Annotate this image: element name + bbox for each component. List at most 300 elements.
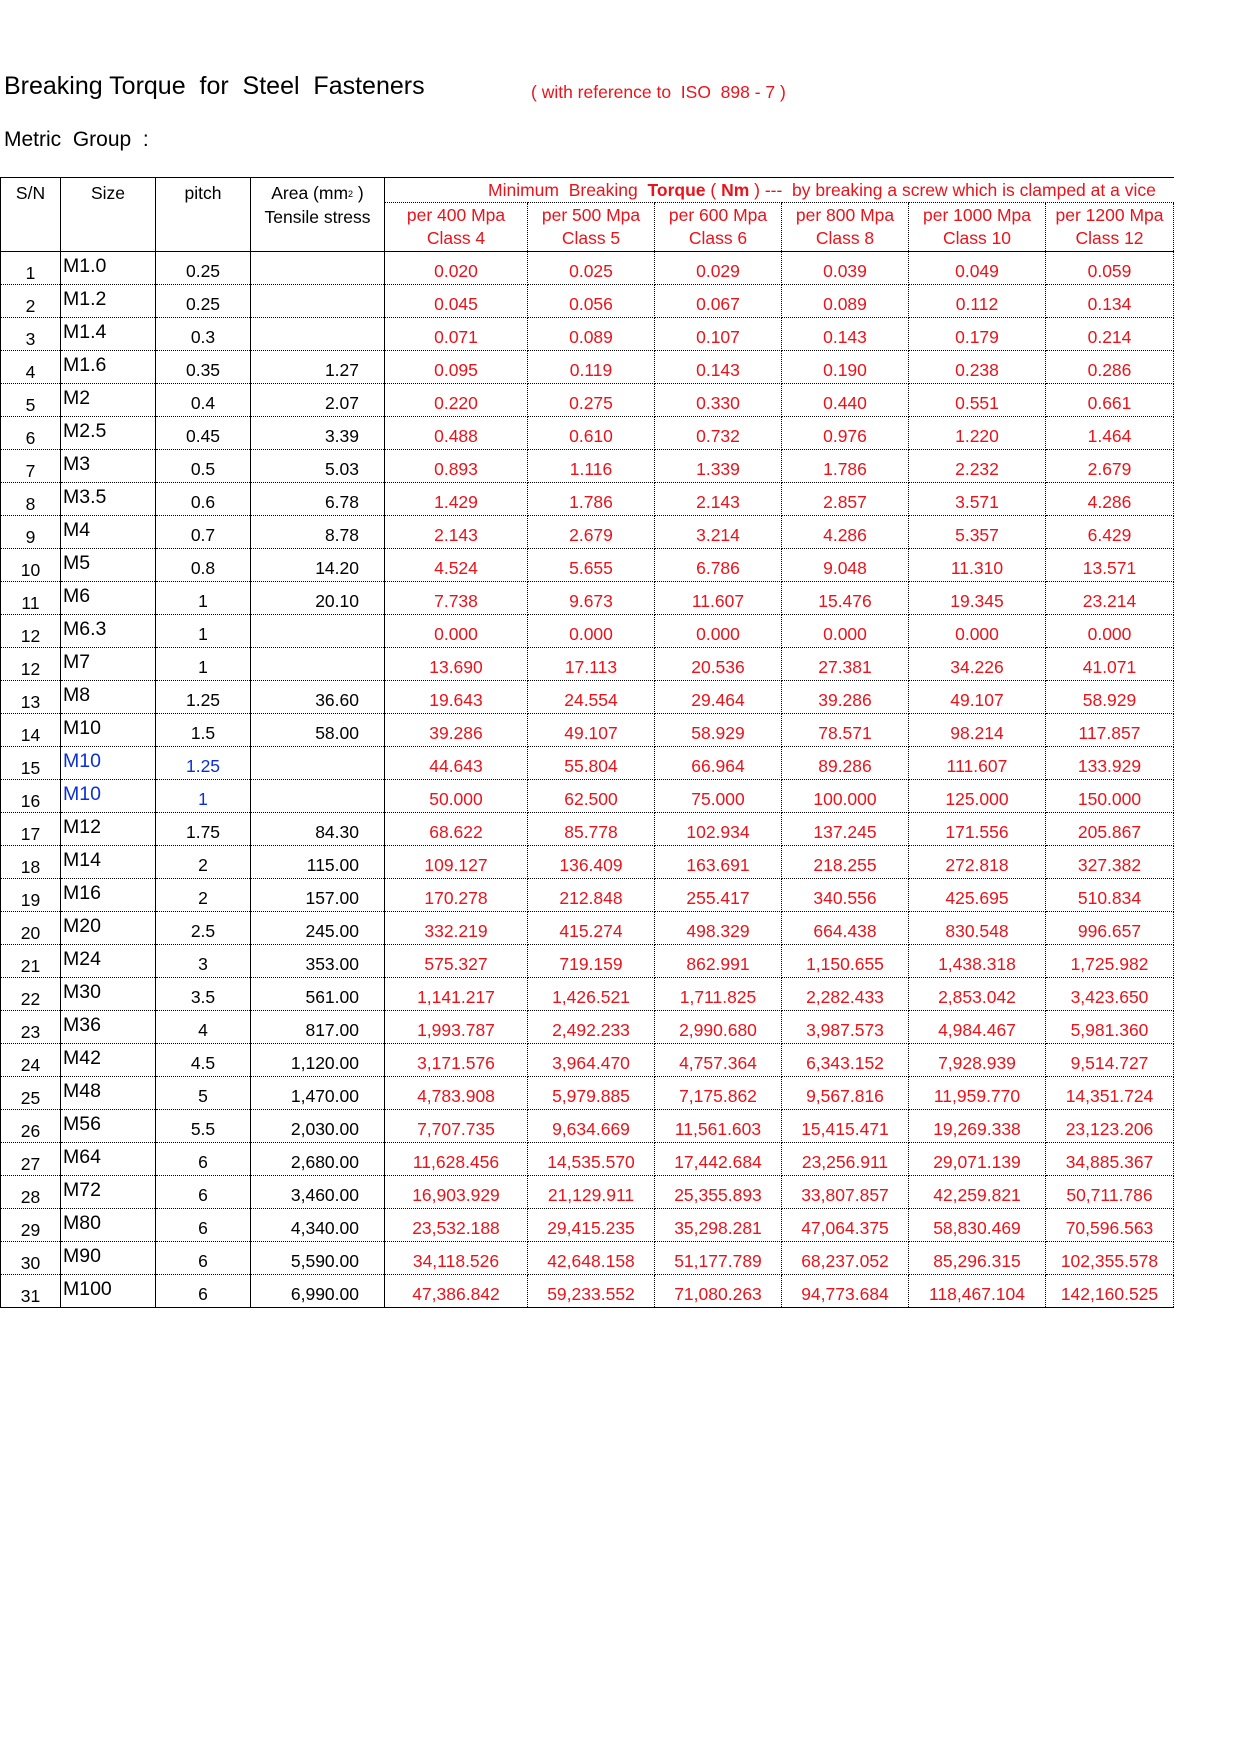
torque-cell: 4.286 [1046,483,1174,516]
sn-cell: 6 [1,417,61,450]
torque-cell: 1,426.521 [528,978,655,1011]
torque-cell: 0.112 [909,285,1046,318]
torque-cell: 1,438.318 [909,945,1046,978]
size-cell: M10 [61,714,156,747]
torque-cell: 830.548 [909,912,1046,945]
torque-cell: 0.071 [385,318,528,351]
area-cell: 4,340.00 [251,1209,385,1242]
pitch-cell: 3 [156,945,251,978]
torque-cell: 1.220 [909,417,1046,450]
torque-cell: 0.238 [909,351,1046,384]
sn-cell: 22 [1,978,61,1011]
torque-cell: 0.000 [385,615,528,648]
table-row [1,1275,1174,1308]
header-torque [385,178,1174,203]
area-cell: 6,990.00 [251,1275,385,1308]
area-cell: 115.00 [251,846,385,879]
torque-cell: 133.929 [1046,747,1174,780]
pitch-cell: 2.5 [156,912,251,945]
torque-cell: 0.000 [1046,615,1174,648]
torque-cell: 75.000 [655,780,782,813]
area-cell: 36.60 [251,681,385,714]
torque-cell: 1,141.217 [385,978,528,1011]
area-cell: 245.00 [251,912,385,945]
torque-cell: 9.048 [782,549,909,582]
torque-cell: 102,355.578 [1046,1242,1174,1275]
torque-cell: 0.286 [1046,351,1174,384]
header-class-name: Class 10 [942,228,1012,248]
torque-cell: 2.679 [528,516,655,549]
torque-cell: 85.778 [528,813,655,846]
torque-cell: 5.357 [909,516,1046,549]
torque-cell: 58.929 [655,714,782,747]
torque-cell: 996.657 [1046,912,1174,945]
torque-cell: 15,415.471 [782,1110,909,1143]
sn-cell: 10 [1,549,61,582]
pitch-cell: 0.7 [156,516,251,549]
torque-cell: 23,532.188 [385,1209,528,1242]
torque-cell: 55.804 [528,747,655,780]
area-cell: 5.03 [251,450,385,483]
size-cell: M48 [61,1077,156,1110]
header-area [251,178,385,252]
area-cell: 561.00 [251,978,385,1011]
torque-cell: 41.071 [1046,648,1174,681]
table-row [1,285,1174,318]
torque-cell: 35,298.281 [655,1209,782,1242]
torque-cell: 39.286 [385,714,528,747]
torque-cell: 14,351.724 [1046,1077,1174,1110]
torque-cell: 150.000 [1046,780,1174,813]
pitch-cell: 5.5 [156,1110,251,1143]
header-class-3 [782,203,909,252]
area-cell: 3.39 [251,417,385,450]
torque-cell: 89.286 [782,747,909,780]
torque-cell: 33,807.857 [782,1176,909,1209]
table-row [1,1176,1174,1209]
area-cell: 58.00 [251,714,385,747]
table-row [1,978,1174,1011]
size-cell: M1.2 [61,285,156,318]
torque-cell: 0.067 [655,285,782,318]
area-cell: 2.07 [251,384,385,417]
table-row [1,1143,1174,1176]
torque-cell: 34,885.367 [1046,1143,1174,1176]
area-cell [251,285,385,318]
size-cell: M7 [61,648,156,681]
torque-cell: 664.438 [782,912,909,945]
torque-cell: 21,129.911 [528,1176,655,1209]
torque-cell: 49.107 [528,714,655,747]
torque-cell: 23.214 [1046,582,1174,615]
torque-cell: 71,080.263 [655,1275,782,1308]
torque-cell: 332.219 [385,912,528,945]
torque-cell: 0.190 [782,351,909,384]
area-cell [251,780,385,813]
torque-cell: 62.500 [528,780,655,813]
torque-cell: 20.536 [655,648,782,681]
torque-cell: 4,984.467 [909,1011,1046,1044]
torque-cell: 7,175.862 [655,1077,782,1110]
pitch-cell: 1 [156,615,251,648]
torque-cell: 117.857 [1046,714,1174,747]
torque-cell: 125.000 [909,780,1046,813]
area-cell: 353.00 [251,945,385,978]
header-class-2 [655,203,782,252]
size-cell: M6 [61,582,156,615]
area-cell [251,615,385,648]
header-class-name: Class 6 [688,228,748,248]
torque-cell: 0.049 [909,252,1046,285]
area-cell: 1,120.00 [251,1044,385,1077]
torque-cell: 1.464 [1046,417,1174,450]
torque-cell: 44.643 [385,747,528,780]
iso-reference-note: ( with reference to ISO 898 - 7 ) [531,82,786,102]
torque-cell: 0.020 [385,252,528,285]
torque-cell: 2.857 [782,483,909,516]
header-torque-unit: Nm [721,179,750,200]
table-row [1,1077,1174,1110]
torque-cell: 171.556 [909,813,1046,846]
sn-cell: 9 [1,516,61,549]
pitch-cell: 0.35 [156,351,251,384]
torque-cell: 3,423.650 [1046,978,1174,1011]
torque-cell: 0.089 [528,318,655,351]
area-cell [251,648,385,681]
torque-cell: 11,628.456 [385,1143,528,1176]
table-row [1,417,1174,450]
size-cell: M8 [61,681,156,714]
torque-cell: 3,171.576 [385,1044,528,1077]
header-class-name: Class 8 [815,228,875,248]
torque-cell: 218.255 [782,846,909,879]
torque-cell: 7,928.939 [909,1044,1046,1077]
sn-cell: 18 [1,846,61,879]
torque-cell: 66.964 [655,747,782,780]
size-cell: M10 [61,780,156,813]
torque-cell: 0.488 [385,417,528,450]
size-cell: M72 [61,1176,156,1209]
torque-cell: 510.834 [1046,879,1174,912]
pitch-cell: 0.5 [156,450,251,483]
table-row [1,516,1174,549]
pitch-cell: 1.75 [156,813,251,846]
table-row [1,252,1174,285]
torque-cell: 0.976 [782,417,909,450]
size-cell: M12 [61,813,156,846]
torque-cell: 0.089 [782,285,909,318]
torque-cell: 7,707.735 [385,1110,528,1143]
torque-cell: 205.867 [1046,813,1174,846]
table-row [1,318,1174,351]
table-row [1,780,1174,813]
torque-cell: 47,064.375 [782,1209,909,1242]
sn-cell: 4 [1,351,61,384]
pitch-cell: 0.4 [156,384,251,417]
torque-cell: 100.000 [782,780,909,813]
sn-cell: 31 [1,1275,61,1308]
header-class-name: Class 5 [561,228,621,248]
header-size: Size [61,178,156,252]
table-row [1,879,1174,912]
pitch-cell: 0.8 [156,549,251,582]
area-cell: 6.78 [251,483,385,516]
torque-cell: 340.556 [782,879,909,912]
torque-cell: 4,757.364 [655,1044,782,1077]
torque-cell: 0.330 [655,384,782,417]
torque-cell: 415.274 [528,912,655,945]
table-row [1,945,1174,978]
torque-cell: 23,123.206 [1046,1110,1174,1143]
size-cell: M36 [61,1011,156,1044]
size-cell: M56 [61,1110,156,1143]
sn-cell: 20 [1,912,61,945]
area-cell: 8.78 [251,516,385,549]
torque-cell: 102.934 [655,813,782,846]
table-row [1,351,1174,384]
table-row [1,450,1174,483]
torque-cell: 49.107 [909,681,1046,714]
torque-cell: 2.232 [909,450,1046,483]
sn-cell: 23 [1,1011,61,1044]
pitch-cell: 1 [156,780,251,813]
pitch-cell: 2 [156,879,251,912]
table-row [1,912,1174,945]
torque-cell: 5.655 [528,549,655,582]
area-cell: 1,470.00 [251,1077,385,1110]
torque-cell: 29,415.235 [528,1209,655,1242]
torque-cell: 2,990.680 [655,1011,782,1044]
torque-cell: 58.929 [1046,681,1174,714]
torque-cell: 3,987.573 [782,1011,909,1044]
sn-cell: 24 [1,1044,61,1077]
torque-cell: 13.571 [1046,549,1174,582]
area-cell [251,318,385,351]
torque-cell: 17,442.684 [655,1143,782,1176]
torque-cell: 19.345 [909,582,1046,615]
table-row [1,813,1174,846]
torque-cell: 11,959.770 [909,1077,1046,1110]
pitch-cell: 5 [156,1077,251,1110]
torque-cell: 1,150.655 [782,945,909,978]
torque-cell: 1.339 [655,450,782,483]
pitch-cell: 4.5 [156,1044,251,1077]
torque-cell: 255.417 [655,879,782,912]
torque-cell: 2.679 [1046,450,1174,483]
torque-cell: 47,386.842 [385,1275,528,1308]
torque-cell: 6.786 [655,549,782,582]
torque-cell: 9,514.727 [1046,1044,1174,1077]
torque-cell: 575.327 [385,945,528,978]
size-cell: M30 [61,978,156,1011]
pitch-cell: 1.25 [156,681,251,714]
torque-cell: 9.673 [528,582,655,615]
table-row [1,549,1174,582]
torque-cell: 3.214 [655,516,782,549]
torque-cell: 0.220 [385,384,528,417]
torque-cell: 42,648.158 [528,1242,655,1275]
pitch-cell: 6 [156,1209,251,1242]
torque-cell: 2.143 [385,516,528,549]
torque-cell: 0.893 [385,450,528,483]
table-row [1,615,1174,648]
sn-cell: 2 [1,285,61,318]
torque-cell: 50.000 [385,780,528,813]
torque-cell: 0.000 [909,615,1046,648]
size-cell: M16 [61,879,156,912]
size-cell: M42 [61,1044,156,1077]
header-area-text: Area (mm [271,183,349,203]
table-row [1,747,1174,780]
torque-cell: 111.607 [909,747,1046,780]
pitch-cell: 6 [156,1143,251,1176]
sn-cell: 30 [1,1242,61,1275]
size-cell: M64 [61,1143,156,1176]
torque-cell: 1.786 [782,450,909,483]
sn-cell: 17 [1,813,61,846]
torque-cell: 0.045 [385,285,528,318]
pitch-cell: 1 [156,648,251,681]
table-row [1,648,1174,681]
sn-cell: 15 [1,747,61,780]
area-cell: 1.27 [251,351,385,384]
torque-cell: 862.991 [655,945,782,978]
torque-cell: 4,783.908 [385,1077,528,1110]
torque-cell: 1.786 [528,483,655,516]
torque-cell: 498.329 [655,912,782,945]
torque-cell: 68.622 [385,813,528,846]
torque-cell: 4.286 [782,516,909,549]
torque-cell: 51,177.789 [655,1242,782,1275]
sn-cell: 8 [1,483,61,516]
size-cell: M2.5 [61,417,156,450]
torque-cell: 58,830.469 [909,1209,1046,1242]
sn-cell: 27 [1,1143,61,1176]
torque-cell: 109.127 [385,846,528,879]
header-class-mpa: per 500 Mpa [541,205,641,225]
torque-cell: 0.551 [909,384,1046,417]
area-cell [251,252,385,285]
torque-cell: 0.000 [655,615,782,648]
pitch-cell: 1.25 [156,747,251,780]
header-area-line2: Tensile stress [264,207,371,227]
pitch-cell: 6 [156,1242,251,1275]
area-cell: 157.00 [251,879,385,912]
torque-cell: 78.571 [782,714,909,747]
table-row [1,681,1174,714]
torque-cell: 0.143 [782,318,909,351]
size-cell: M6.3 [61,615,156,648]
torque-cell: 2,282.433 [782,978,909,1011]
size-cell: M80 [61,1209,156,1242]
torque-cell: 272.818 [909,846,1046,879]
pitch-cell: 6 [156,1176,251,1209]
size-cell: M2 [61,384,156,417]
torque-cell: 2.143 [655,483,782,516]
sn-cell: 7 [1,450,61,483]
table-row [1,1044,1174,1077]
pitch-cell: 3.5 [156,978,251,1011]
torque-cell: 1.429 [385,483,528,516]
sn-cell: 28 [1,1176,61,1209]
size-cell: M24 [61,945,156,978]
size-cell: M14 [61,846,156,879]
torque-cell: 34.226 [909,648,1046,681]
torque-cell: 14,535.570 [528,1143,655,1176]
size-cell: M5 [61,549,156,582]
header-class-mpa: per 400 Mpa [406,205,506,225]
table-row [1,1242,1174,1275]
area-cell: 3,460.00 [251,1176,385,1209]
area-cell: 817.00 [251,1011,385,1044]
torque-cell: 1,725.982 [1046,945,1174,978]
header-class-mpa: per 800 Mpa [795,205,895,225]
size-cell: M100 [61,1275,156,1308]
table-row [1,1209,1174,1242]
torque-cell: 0.039 [782,252,909,285]
torque-cell: 212.848 [528,879,655,912]
area-cell: 5,590.00 [251,1242,385,1275]
torque-cell: 11.607 [655,582,782,615]
header-class-name: Class 12 [1075,228,1144,248]
torque-cell: 11,561.603 [655,1110,782,1143]
torque-cell: 0.059 [1046,252,1174,285]
torque-cell: 142,160.525 [1046,1275,1174,1308]
pitch-cell: 0.3 [156,318,251,351]
area-cell: 14.20 [251,549,385,582]
sn-cell: 19 [1,879,61,912]
torque-cell: 2,853.042 [909,978,1046,1011]
torque-cell: 0.179 [909,318,1046,351]
header-class-mpa: per 600 Mpa [668,205,768,225]
pitch-cell: 6 [156,1275,251,1308]
pitch-cell: 1.5 [156,714,251,747]
torque-cell: 4.524 [385,549,528,582]
sn-cell: 12 [1,648,61,681]
torque-cell: 29,071.139 [909,1143,1046,1176]
area-cell: 84.30 [251,813,385,846]
header-torque-bold: Torque [647,179,706,200]
torque-cell: 39.286 [782,681,909,714]
table-row [1,714,1174,747]
torque-cell: 170.278 [385,879,528,912]
torque-cell: 0.107 [655,318,782,351]
header-pitch: pitch [156,178,251,252]
torque-cell: 50,711.786 [1046,1176,1174,1209]
header-torque-pre: Minimum Breaking [488,179,648,200]
torque-cell: 0.029 [655,252,782,285]
torque-cell: 1,993.787 [385,1011,528,1044]
header-torque-paren: ( [705,179,722,200]
header-sn: S/N [1,178,61,252]
table-row [1,1110,1174,1143]
torque-cell: 34,118.526 [385,1242,528,1275]
torque-cell: 327.382 [1046,846,1174,879]
size-cell: M10 [61,747,156,780]
size-cell: M1.0 [61,252,156,285]
sn-cell: 14 [1,714,61,747]
area-cell: 2,680.00 [251,1143,385,1176]
size-cell: M3 [61,450,156,483]
size-cell: M20 [61,912,156,945]
header-class-1 [528,203,655,252]
header-class-4 [909,203,1046,252]
torque-cell: 0.275 [528,384,655,417]
pitch-cell: 1 [156,582,251,615]
torque-cell: 11.310 [909,549,1046,582]
torque-cell: 24.554 [528,681,655,714]
torque-cell: 1,711.825 [655,978,782,1011]
